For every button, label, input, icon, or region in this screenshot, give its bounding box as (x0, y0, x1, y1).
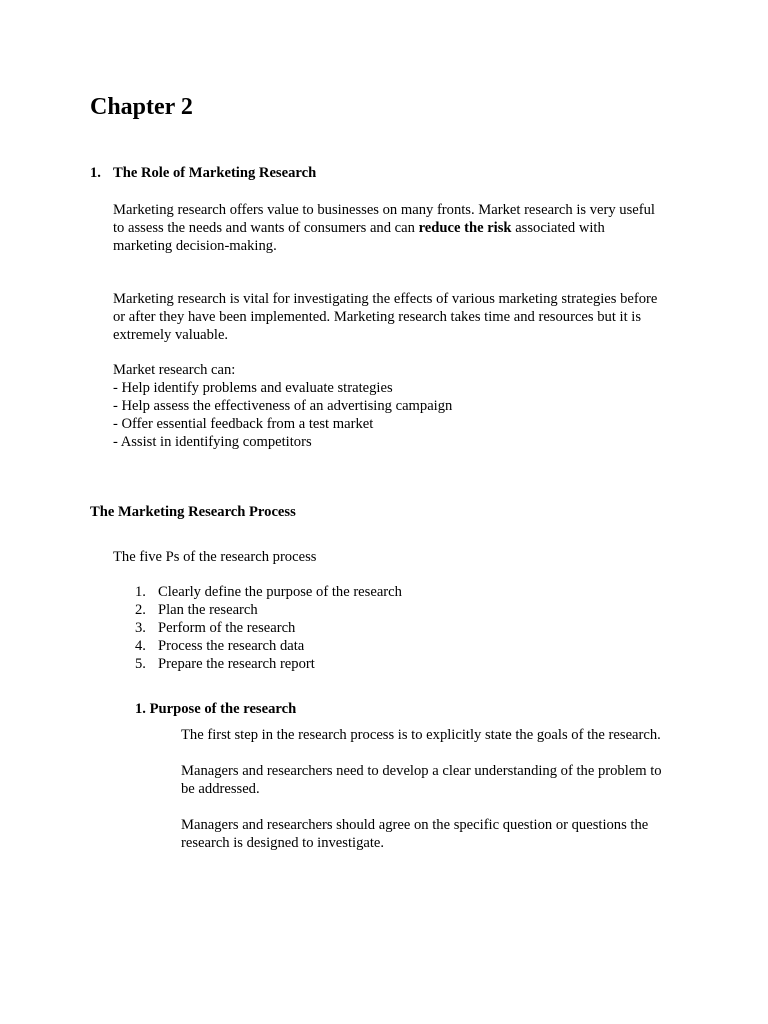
list-item (135, 619, 402, 637)
paragraph-line: or after they have been implemented. Marketing research takes time and resources but it is (113, 309, 642, 325)
step-text: Perform of the research (158, 620, 296, 636)
step-text: Process the research data (158, 638, 305, 654)
list-intro: Market research can: (113, 362, 236, 378)
process-intro: The five Ps of the research process (113, 549, 317, 565)
text-run: associated with (511, 220, 605, 236)
list-item: - Help assess the effectiveness of an advertising campaign (113, 398, 453, 414)
paragraph-line: Marketing research is vital for investigating the effects of various marketing strategies before (113, 291, 658, 307)
step-number: 2. (135, 602, 146, 618)
chapter-title: Chapter 2 (90, 94, 193, 120)
capabilities-list (113, 361, 452, 451)
step-number: 5. (135, 656, 146, 672)
paragraph-line (113, 219, 655, 237)
paragraph-vital (113, 290, 657, 344)
step-text: Plan the research (158, 602, 258, 618)
section-heading-role (90, 164, 316, 182)
list-item: - Help identify problems and evaluate strategies (113, 380, 393, 396)
paragraph-line: The first step in the research process is to explicitly state the goals of the research. (181, 727, 661, 743)
section-heading-text: The Role of Marketing Research (113, 165, 317, 181)
step-number: 4. (135, 638, 146, 654)
step-text: Prepare the research report (158, 656, 315, 672)
subsection-heading-purpose: 1. Purpose of the research (135, 701, 297, 717)
process-steps-list (135, 583, 402, 673)
section-heading-process: The Marketing Research Process (90, 504, 296, 520)
purpose-paragraph-1 (181, 726, 661, 744)
paragraph-line: marketing decision-making. (113, 238, 277, 254)
list-item (135, 601, 402, 619)
list-item (135, 655, 402, 673)
paragraph-line: be addressed. (181, 781, 260, 797)
paragraph-line: Managers and researchers should agree on the specific question or questions the (181, 817, 649, 833)
list-item (135, 583, 402, 601)
paragraph-line: research is designed to investigate. (181, 835, 385, 851)
purpose-paragraph-3 (181, 816, 648, 852)
step-text: Clearly define the purpose of the research (158, 584, 402, 600)
list-item: - Assist in identifying competitors (113, 434, 312, 450)
text-run: to assess the needs and wants of consumers and can (113, 220, 419, 236)
paragraph-line: Managers and researchers need to develop a clear understanding of the problem to (181, 763, 662, 779)
purpose-paragraph-2 (181, 762, 662, 798)
step-number: 3. (135, 620, 146, 636)
paragraph-value (113, 201, 655, 255)
paragraph-line: Marketing research offers value to businesses on many fronts. Market research is very useful (113, 202, 655, 218)
list-item: - Offer essential feedback from a test market (113, 416, 374, 432)
paragraph-line: extremely valuable. (113, 327, 229, 343)
emphasis-reduce-risk: reduce the risk (418, 220, 512, 236)
step-number: 1. (135, 584, 146, 600)
list-item (135, 637, 402, 655)
section-number: 1. (90, 165, 101, 181)
